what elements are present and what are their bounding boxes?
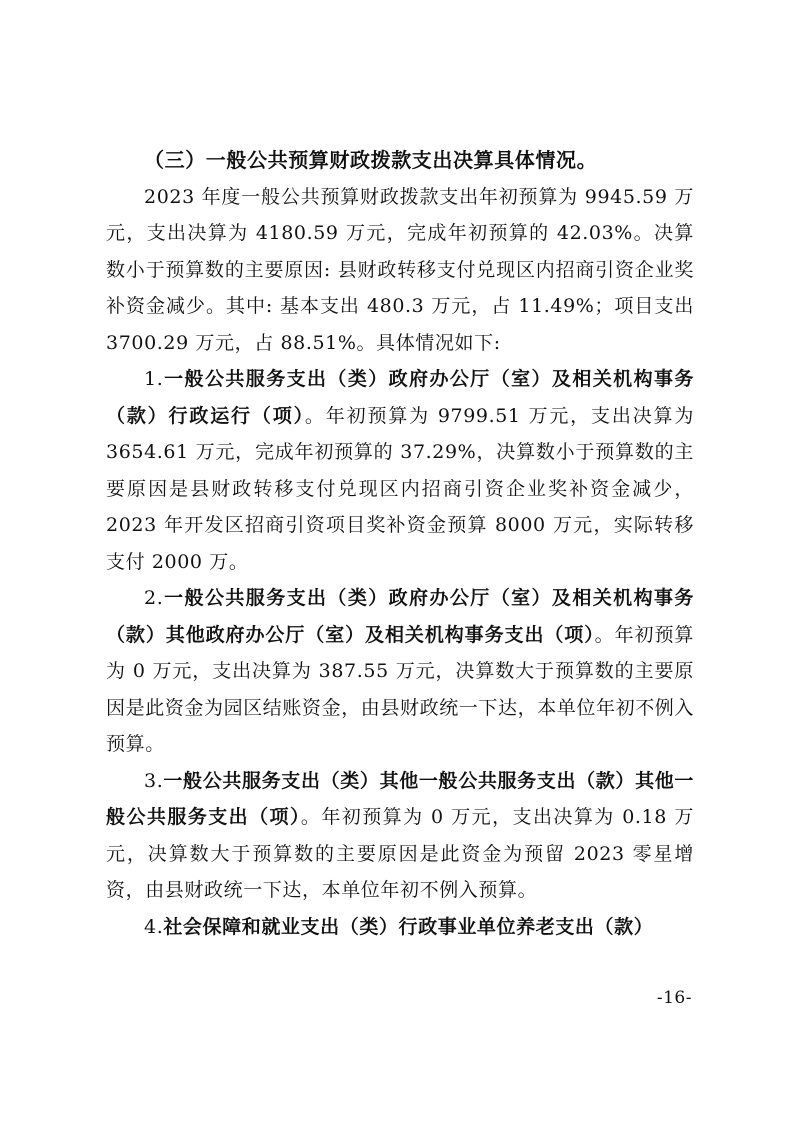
document-body bbox=[106, 142, 694, 945]
item-number: 3. bbox=[144, 769, 164, 792]
item-number: 1. bbox=[144, 368, 164, 390]
item-title: 一般公共服务支出（类）政府办公厅（室）及相关机构事务（款）其他政府办公厅（室）及相关机构事务支出（项） bbox=[106, 587, 694, 646]
item-paragraph-1 bbox=[106, 361, 694, 580]
page-number: -16- bbox=[656, 988, 692, 1008]
item-number: 2. bbox=[144, 587, 164, 609]
item-title: 一般公共服务支出（类）其他一般公共服务支出（款）其他一般公共服务支出（项） bbox=[106, 769, 694, 828]
item-title: 社会保障和就业支出（类）行政事业单位养老支出（款） bbox=[163, 915, 654, 938]
item-number: 4. bbox=[144, 915, 164, 938]
item-title: 一般公共服务支出（类）政府办公厅（室）及相关机构事务（款）行政运行（项） bbox=[106, 368, 694, 427]
item-text: 。年初预算为 0 万元，支出决算为 387.55 万元，决算数大于预算数的主要原因是此资金为园区结账资金，由县财政统一下达，本单位年初不例入预算。 bbox=[106, 623, 695, 755]
item-text: 。年初预算为 9799.51 万元，支出决算为 3654.61 万元，完成年初预算的 37.29%，决算数小于预算数的主要原因是县财政转移支付兑现区内招商引资企业奖补资金减少，2023 年开发区招商引资项目奖补资金预算 8000 万元，实际转移支付 2000 万。 bbox=[106, 404, 694, 573]
item-paragraph-4 bbox=[106, 909, 694, 946]
item-text: 。年初预算为 0 万元，支出决算为 0.18 万元，决算数大于预算数的主要原因是此资金为预留 2023 零星增资，由县财政统一下达，本单位年初不例入预算。 bbox=[106, 806, 694, 901]
intro-paragraph: 2023 年度一般公共预算财政拨款支出年初预算为 9945.59 万元，支出决算为 4180.59 万元，完成年初预算的 42.03%。决算数小于预算数的主要原因: 县财政转移支付兑现区内招商引资企业奖补资金减少。其中: 基本支出 480.3 万元，占 11.49%；项目支出 3700.29 万元，占 88.51%。具体情况如下: bbox=[106, 185, 694, 354]
section-heading: （三）一般公共预算财政拨款支出决算具体情况。 bbox=[144, 148, 598, 172]
item-paragraph-3 bbox=[106, 763, 694, 909]
item-paragraph-2 bbox=[106, 580, 694, 763]
